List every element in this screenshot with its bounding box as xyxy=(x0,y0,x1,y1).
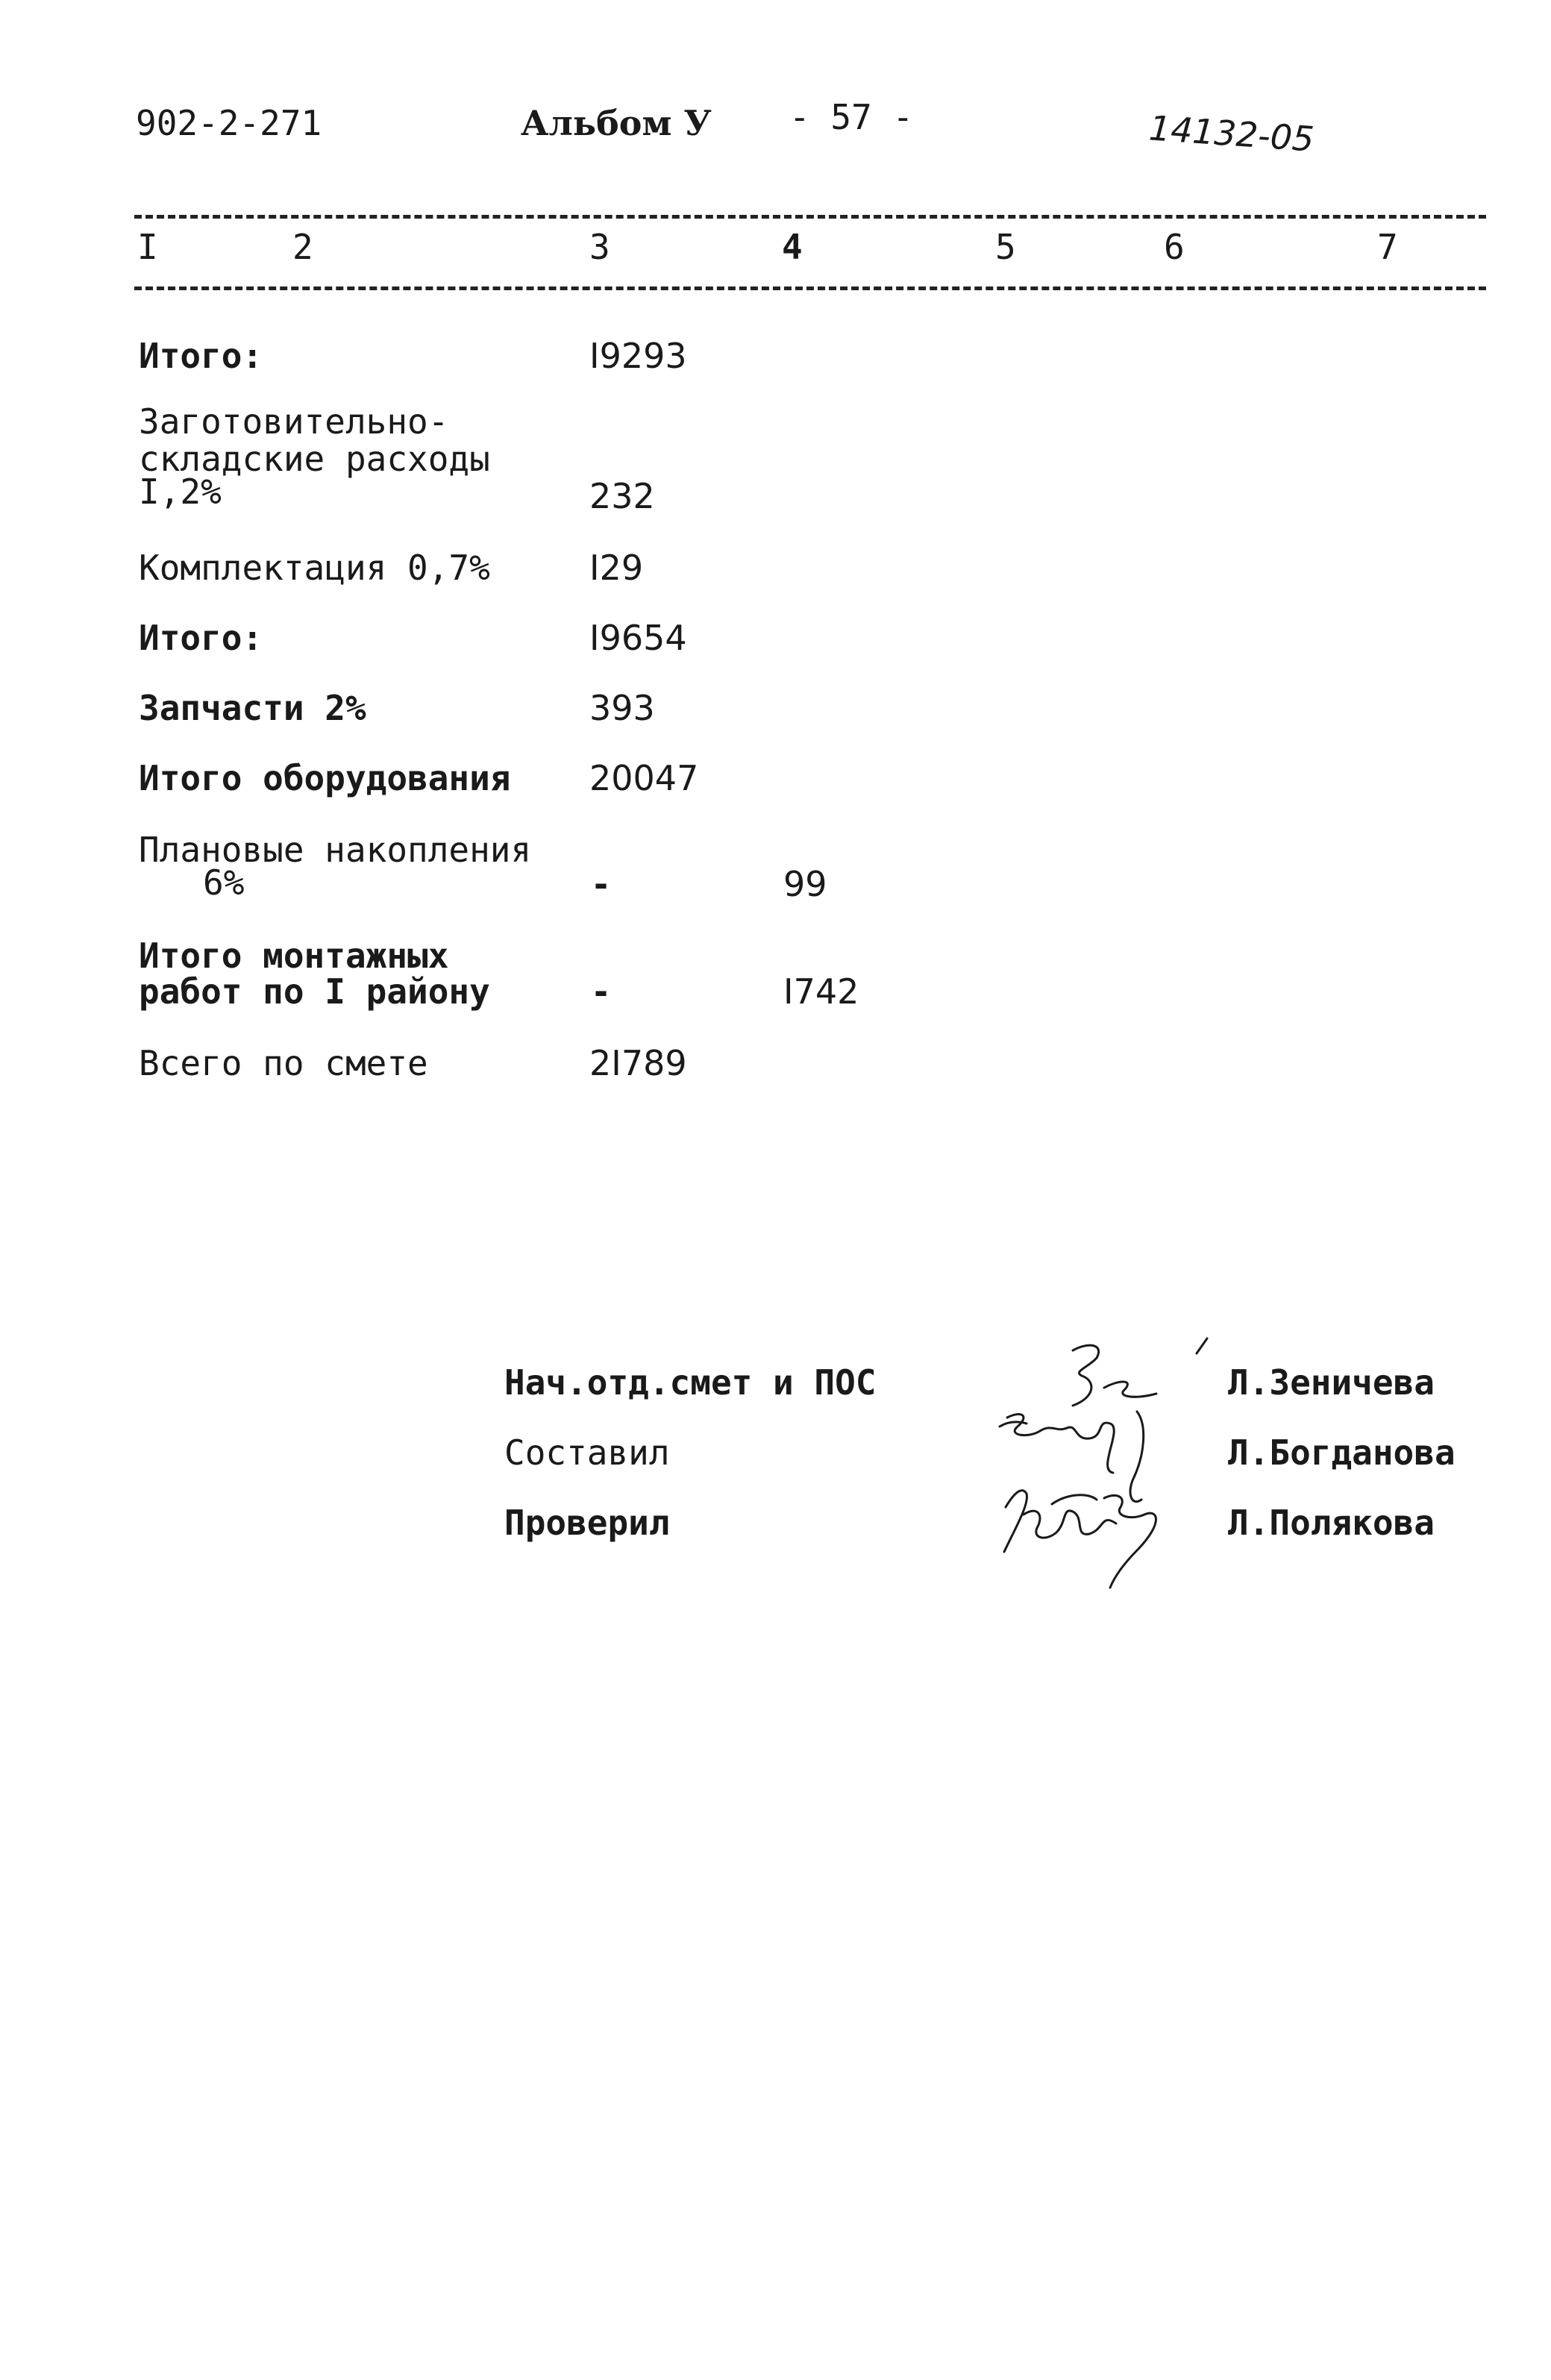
handwritten-signatures xyxy=(985,1328,1231,1604)
signature-name: Л.Зеничева xyxy=(1228,1362,1435,1403)
row-label: Запчасти 2% xyxy=(139,688,366,728)
row-value-col3: I29 xyxy=(589,548,644,588)
column-header-2: 2 xyxy=(292,227,313,267)
row-value-col3: I9293 xyxy=(589,336,687,376)
row-label-line: 6% xyxy=(203,862,245,903)
signature-stroke xyxy=(1197,1338,1207,1353)
row-label-line: Итого монтажных xyxy=(139,936,449,976)
signature-stroke xyxy=(1073,1345,1099,1406)
row-value-col3: 232 xyxy=(589,476,655,516)
signature-name: Л.Полякова xyxy=(1228,1503,1435,1543)
row-label: Комплектация 0,7% xyxy=(139,548,490,588)
signature-name: Л.Богданова xyxy=(1228,1432,1456,1473)
row-value-col3: I9654 xyxy=(589,618,687,658)
signature-stroke xyxy=(1130,1412,1144,1502)
row-label-line: складские расходы xyxy=(139,439,490,479)
row-label-line: I,2% xyxy=(139,472,222,512)
row-label: Итого: xyxy=(139,618,263,658)
row-label: Итого оборудования xyxy=(139,758,511,798)
signature-stroke xyxy=(1104,1382,1156,1397)
column-header-3: 3 xyxy=(589,227,610,267)
row-value-col3: 2I789 xyxy=(589,1043,687,1083)
inventory-number: 14132-05 xyxy=(1147,107,1316,160)
signature-role: Нач.отд.смет и ПОС xyxy=(504,1362,877,1403)
document-code: 902-2-271 xyxy=(136,103,322,143)
table-top-rule xyxy=(134,215,1486,219)
column-header-4: 4 xyxy=(782,227,803,267)
table-header-rule xyxy=(134,286,1486,290)
column-header-1: I xyxy=(137,227,158,267)
row-value-col3: - xyxy=(594,971,609,1012)
signature-stroke xyxy=(1104,1495,1156,1588)
signature-role: Составил xyxy=(504,1432,670,1473)
signature-stroke xyxy=(1052,1495,1097,1504)
page-number: - 57 - xyxy=(789,97,914,137)
row-label: Итого: xyxy=(139,336,263,376)
row-value-col3: 393 xyxy=(589,688,655,728)
signature-role: Проверил xyxy=(504,1503,670,1543)
row-value-col4: 99 xyxy=(783,864,827,904)
row-label: Всего по смете xyxy=(139,1043,428,1083)
signature-stroke xyxy=(1000,1422,1027,1427)
row-label-line: работ по I району xyxy=(139,971,490,1012)
row-value-col4: I742 xyxy=(783,971,859,1012)
column-header-6: 6 xyxy=(1164,227,1185,267)
row-value-col3: - xyxy=(594,864,609,904)
row-label-line: Заготовительно- xyxy=(139,401,449,442)
row-label-line: Плановые накопления xyxy=(139,830,532,870)
column-header-5: 5 xyxy=(995,227,1016,267)
album-label: Альбом У xyxy=(521,103,712,143)
column-header-7: 7 xyxy=(1377,227,1398,267)
row-value-col3: 20047 xyxy=(589,758,699,798)
